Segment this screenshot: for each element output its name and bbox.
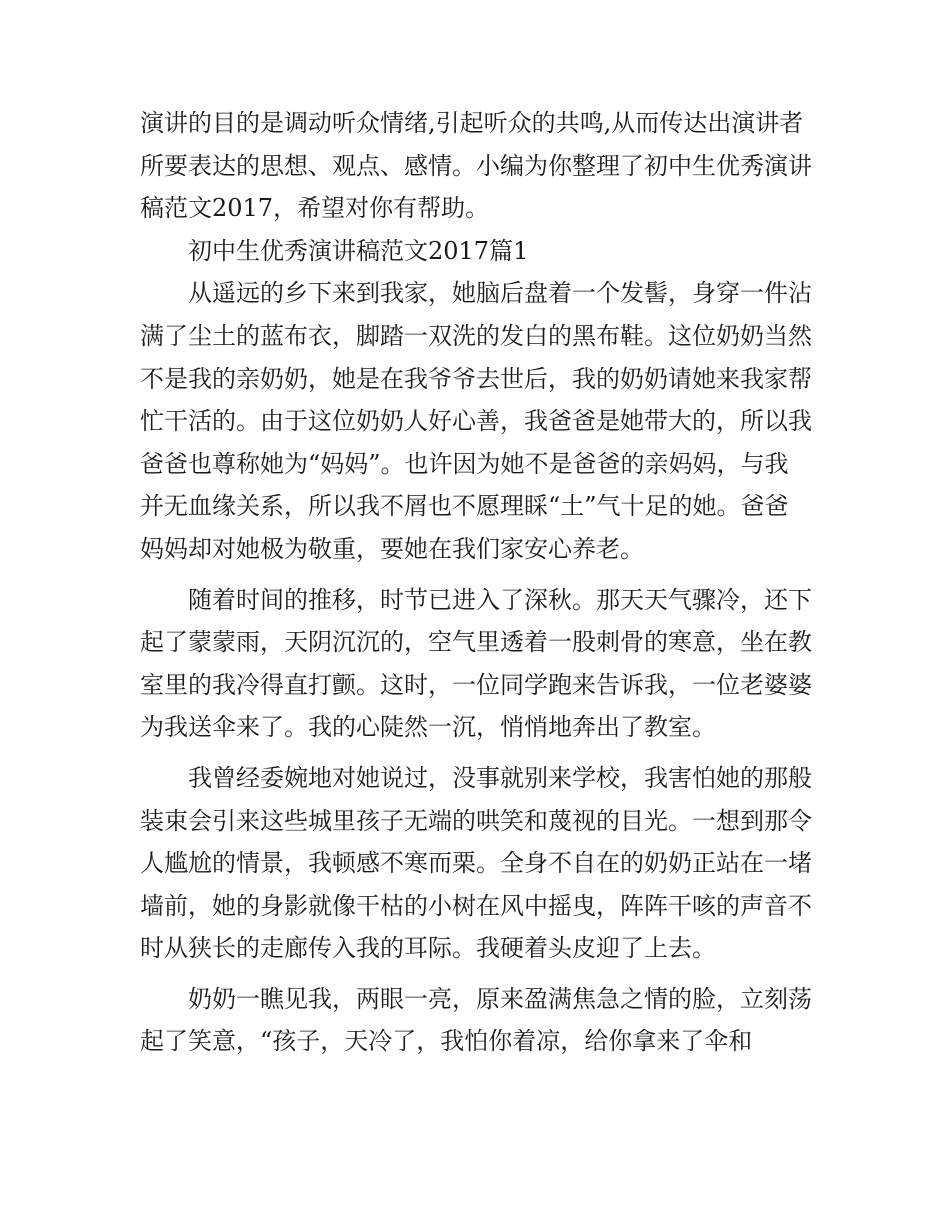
document-body bbox=[140, 102, 812, 1063]
section-heading: 初中生优秀演讲稿范文2017篇1 bbox=[188, 236, 529, 265]
body-paragraph: 从遥远的乡下来到我家，她脑后盘着一个发髻，身穿一件沾满了尘土的蓝布衣，脚踏一双洗的发白的黑布鞋。这位奶奶当然不是我的亲奶奶，她是在我爷爷去世后，我的奶奶请她来我家帮忙干活的。由于这位奶奶人好心善，我爸爸是她带大的，所以我爸爸也尊称她为“妈妈”。也许因为她不是爸爸的亲妈妈，与我并无血缘关系，所以我不屑也不愿理睬“土”气十足的她。爸爸妈妈却对她极为敬重，要她在我们家安心养老。 bbox=[140, 279, 812, 563]
body-paragraph: 随着时间的推移，时节已进入了深秋。那天天气骤冷，还下起了蒙蒙雨，天阴沉沉的，空气里透着一股刺骨的寒意，坐在教室里的我冷得直打颤。这时，一位同学跑来告诉我，一位老婆婆为我送伞来了。我的心陡然一沉，悄悄地奔出了教室。 bbox=[140, 585, 812, 742]
body-paragraph: 奶奶一瞧见我，两眼一亮，原来盈满焦急之情的脸，立刻荡起了笑意，“孩子，天冷了，我怕你着凉，给你拿来了伞和 bbox=[140, 984, 812, 1056]
body-paragraph: 我曾经委婉地对她说过，没事就别来学校，我害怕她的那般装束会引来这些城里孩子无端的哄笑和蔑视的目光。一想到那令人尴尬的情景，我顿感不寒而栗。全身不自在的奶奶正站在一堵墙前，她的身影就像干枯的小树在风中摇曳，阵阵干咳的声音不时从狭长的走廊传入我的耳际。我硬着头皮迎了上去。 bbox=[140, 763, 812, 963]
intro-paragraph: 演讲的目的是调动听众情绪,引起听众的共鸣,从而传达出演讲者所要表达的思想、观点、感情。小编为你整理了初中生优秀演讲稿范文2017，希望对你有帮助。 bbox=[140, 109, 812, 223]
